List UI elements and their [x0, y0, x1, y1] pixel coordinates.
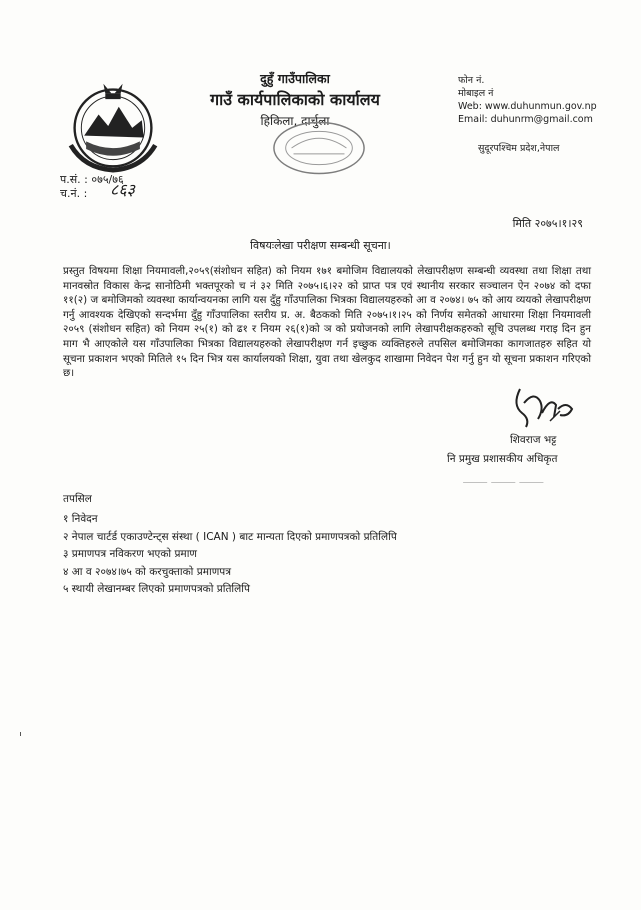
- list-item: २ नेपाल चार्टर्ड एकाउण्टेन्ट्स संस्था ( ICAN ) बाट मान्यता दिएको प्रमाणपत्रको प्रतिलिपि: [63, 530, 397, 543]
- list-item: ५ स्थायी लेखानम्बर लिएको प्रमाणपत्रको प्रतिलिपि: [63, 583, 250, 596]
- nepal-emblem-icon: [64, 78, 162, 174]
- notice-body: प्रस्तुत विषयमा शिक्षा नियमावली,२०५९(संशोधन सहित) को नियम १७१ बमोजिम विद्यालयको लेखापरीक्षण सम्बन्धी व्यवस्था तथा शिक्षा तथा मानवस्रोत विकास केन्द्र सानोठिमी भक्तपूरको च नं ३२ मिति २०७५।६।२२ को प्राप्त पत्र एवं स्थानीय सरकार सञ्चालन ऐन २०७४ को दफा ११(२) ज बमोजिमको व्यवस्था कार्यान्वयनका लागि यस दुँहु गाँउपालिका भित्रका विद्यालयहरुको आ व २०७४। ७५ को आय व्ययको लेखापरीक्षण गर्नु आवश्यक देखिएको सन्दर्भमा दुँहु गाँउपालिका स्तरीय प्र. अ. बैठकको मिति २०७५।१।२५ को निर्णय समेतको आधारमा शिक्षा नियमावली २०५९ (संशोधन सहित) को नियम २५(१) को ढ१ र नियम २६(१)को ञ को प्रयोजनको लागि लेखापरीक्षकहरुको सूचि उपलब्ध गराइ दिन हुन माग भै आएकोले यस गाँउपालिका भित्रका विद्यालयहरुको लेखापरीक्षण गर्न इच्छुक व्यक्तिहरुले तपसिल बमोजिमका कागजातहरु सहित यो सूचना प्रकाशन भएको मितिले १५ दिन भित्र यस कार्यालयको शिक्षा, युवा तथा खेलकुद शाखामा निवेदन पेश गर्नु हुन यो सूचना प्रकाशन गरिएको छ।: [63, 265, 591, 380]
- handwritten-signature: [510, 383, 580, 431]
- signatory-title: नि प्रमुख प्रशासकीय अधिकृत: [447, 453, 558, 465]
- office-title: गाउँ कार्यपालिकाको कार्यालय: [210, 90, 380, 109]
- notice-subject: विषयःलेखा परीक्षण सम्बन्धी सूचना।: [250, 239, 391, 252]
- signatory-stamp: ⸻ ⸻ ⸻: [462, 477, 544, 488]
- list-item: १ निवेदन: [63, 513, 98, 525]
- signatory-name: शिवराज भट्ट: [510, 434, 557, 446]
- contact-province: सुदूरपश्चिम प्रदेश,नेपाल: [478, 143, 560, 154]
- notice-date: मिति २०७५।१।२९: [512, 217, 583, 230]
- annex-heading: तपसिल: [63, 493, 92, 505]
- contact-phone: फोन नं.: [458, 75, 485, 86]
- contact-email: Email: duhunrm@gmail.com: [458, 114, 593, 125]
- contact-web: Web: www.duhunmun.gov.np: [458, 101, 597, 112]
- dispatch-label: च.नं. :: [60, 187, 88, 200]
- scan-speck: [20, 732, 21, 736]
- office-location: हिकिला, दार्चुला: [260, 114, 330, 128]
- list-item: ३ प्रमाणपत्र नविकरण भएको प्रमाण: [63, 548, 198, 561]
- annex-list: [63, 511, 397, 599]
- municipality-name: दुहुँ गाउँपालिका: [260, 71, 330, 86]
- office-stamp: [270, 118, 368, 178]
- list-item: ४ आ व २०७४।७५ को करचुक्ताको प्रमाणपत्र: [63, 565, 232, 578]
- contact-mobile: मोबाइल नं: [458, 88, 494, 99]
- fiscal-year-reference: प.सं. : ०७५/७६: [60, 173, 124, 186]
- dispatch-number: ८६३: [110, 180, 135, 199]
